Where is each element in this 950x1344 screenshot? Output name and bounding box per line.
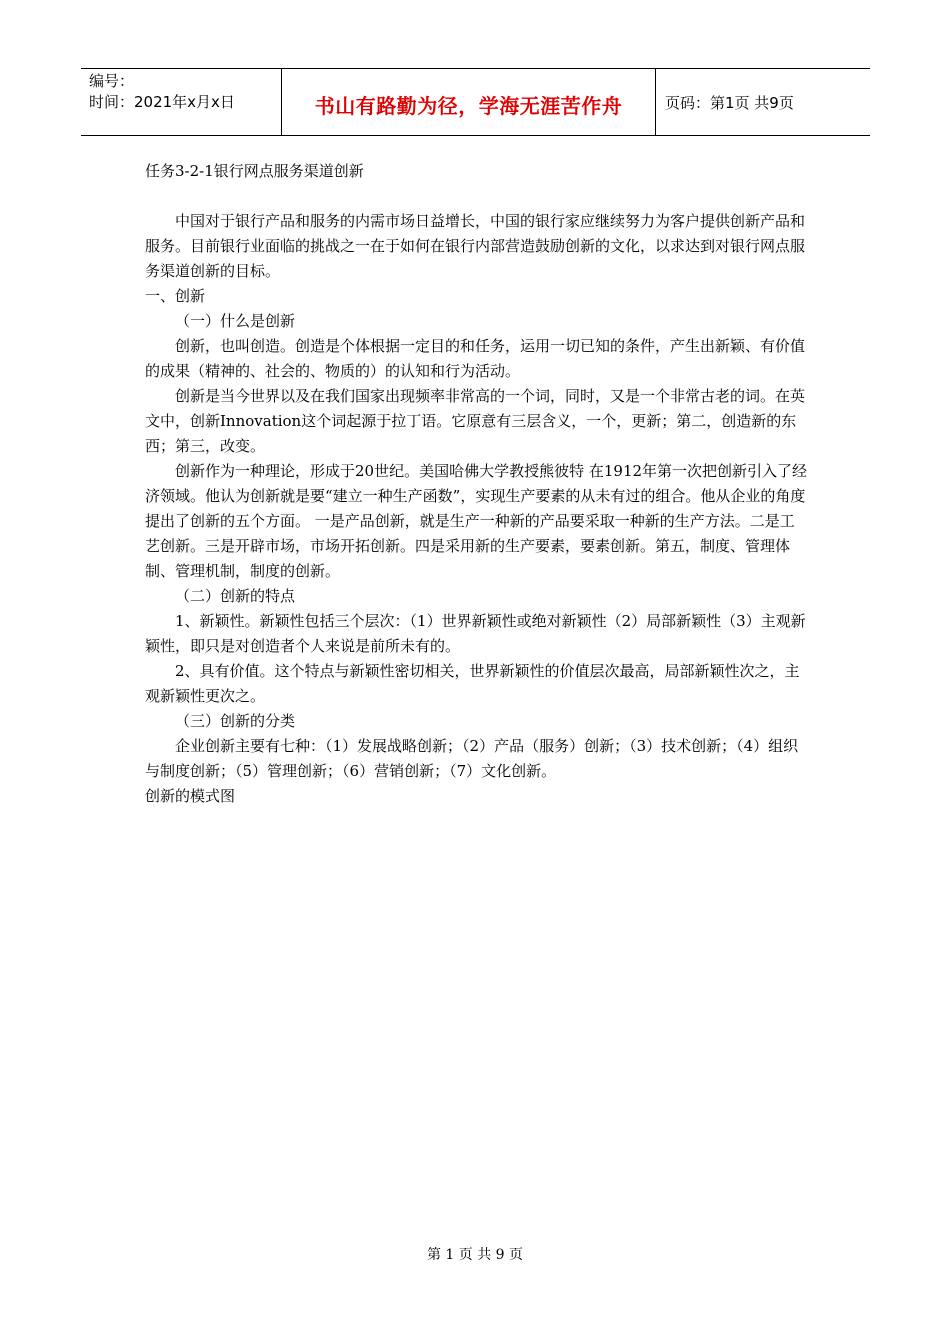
document-body — [145, 159, 808, 809]
subsection-heading: （三）创新的分类 — [175, 712, 296, 730]
body-paragraph: 创新，也叫创造。创造是个体根据一定目的和任务，运用一切已知的条件，产生出新颖、有价值的成果（精神的、社会的、物质的）的认知和行为活动。 — [145, 337, 806, 380]
date-label: 时间：2021年x月x日 — [89, 93, 235, 111]
task-title: 任务3-2-1银行网点服务渠道创新 — [145, 162, 364, 180]
page-info: 页码：第1页 共9页 — [665, 94, 794, 112]
motto-text: 书山有路勤为径，学海无涯苦作舟 — [314, 93, 623, 118]
header-meta-cell — [81, 69, 282, 135]
body-paragraph: 1、新颖性。新颖性包括三个层次：（1）世界新颖性或绝对新颖性（2）局部新颖性（3）主观新颖性，即只是对创造者个人来说是前所未有的。 — [145, 612, 806, 655]
section-heading: 一、创新 — [145, 287, 206, 305]
header-page-cell — [656, 69, 870, 135]
body-paragraph: 2、具有价值。这个特点与新颖性密切相关，世界新颖性的价值层次最高，局部新颖性次之，主观新颖性更次之。 — [145, 662, 800, 705]
footer-page-number: 第 1 页 共 9 页 — [426, 1247, 524, 1263]
subsection-heading: （二）创新的特点 — [175, 587, 296, 605]
body-paragraph: 企业创新主要有七种：（1）发展战略创新；（2）产品（服务）创新；（3）技术创新；（4）组织与制度创新；（5）管理创新；（6）营销创新；（7）文化创新。 — [145, 737, 799, 780]
number-label: 编号： — [89, 72, 135, 90]
body-paragraph: 创新作为一种理论，形成于20世纪。美国哈佛大学教授熊彼特 在1912年第一次把创新引入了经济领域。他认为创新就是要“建立一种生产函数”，实现生产要素的从未有过的组合。他从企业的角度提出了创新的五个方面。 一是产品创新，就是生产一种新的产品要采取一种新的生产方法。二是工艺创新。三是开辟市场，市场开拓创新。四是采用新的生产要素，要素创新。第五，制度、管理体制、管理机制，制度的创新。 — [145, 462, 808, 580]
header-motto-cell — [282, 69, 656, 135]
document-header — [81, 68, 870, 136]
intro-paragraph: 中国对于银行产品和服务的内需市场日益增长，中国的银行家应继续努力为客户提供创新产品和服务。目前银行业面临的挑战之一在于如何在银行内部营造鼓励创新的文化，以求达到对银行网点服务渠道创新的目标。 — [145, 212, 806, 280]
diagram-label: 创新的模式图 — [145, 787, 236, 805]
body-paragraph: 创新是当今世界以及在我们国家出现频率非常高的一个词，同时，又是一个非常古老的词。在英文中，创新Innovation这个词起源于拉丁语。它原意有三层含义，一个，更新；第二，创造新的东西；第三，改变。 — [145, 387, 806, 455]
subsection-heading: （一）什么是创新 — [175, 312, 296, 330]
page-footer — [0, 1244, 950, 1264]
